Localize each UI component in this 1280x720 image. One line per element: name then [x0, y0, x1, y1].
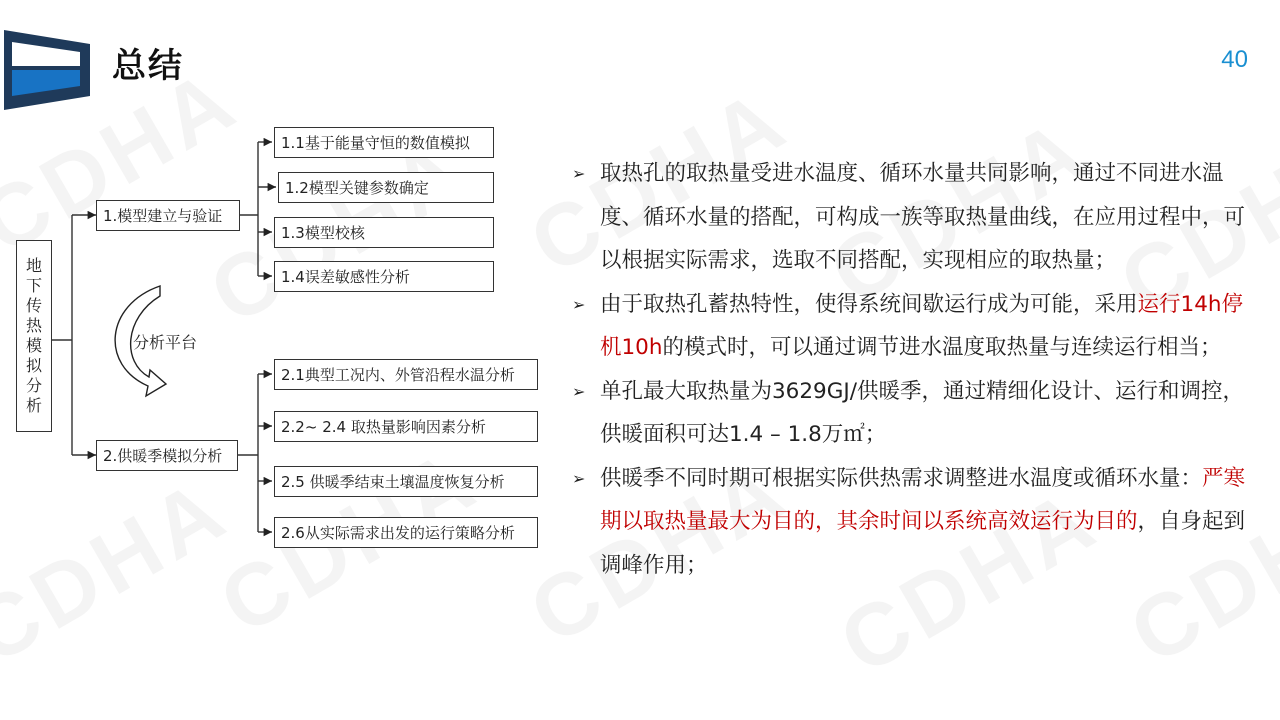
- item-label: 1.3模型校核: [281, 224, 365, 242]
- bullet-text: ，自身起到调峰作用；: [600, 509, 1246, 578]
- item-label: 1.1基于能量守恒的数值模拟: [281, 134, 470, 152]
- group-label: 1.模型建立与验证: [103, 207, 223, 225]
- platform-label: 分析平台: [133, 333, 198, 352]
- item-box: [274, 261, 494, 292]
- bullet-item: [572, 283, 1262, 370]
- item-label: 1.4误差敏感性分析: [281, 268, 410, 286]
- diagram-root-box: [16, 240, 52, 432]
- group-box-heating-sim: [96, 440, 238, 471]
- item-label: 2.6从实际需求出发的运行策略分析: [281, 524, 515, 542]
- arrow-bullet-icon: ➢: [572, 294, 586, 314]
- item-label: 1.2模型关键参数确定: [285, 179, 429, 197]
- arrow-bullet-icon: ➢: [572, 468, 586, 488]
- item-box: [274, 466, 538, 497]
- bullet-item: [572, 370, 1262, 457]
- item-box: [274, 217, 494, 248]
- bullet-highlight: 严寒期以取热量最大为目的，其余时间以系统高效运行为目的: [600, 465, 1246, 534]
- item-label: 2.1典型工况内、外管沿程水温分析: [281, 366, 515, 384]
- summary-bullet-list: [572, 152, 1262, 587]
- bullet-text: 的模式时，可以通过调节进水温度取热量与连续运行相当；: [662, 335, 1222, 360]
- bullet-item: [572, 457, 1262, 588]
- group-label: 2.供暖季模拟分析: [103, 447, 223, 465]
- item-label: 2.2~ 2.4 取热量影响因素分析: [281, 418, 486, 436]
- item-box: [278, 172, 494, 203]
- page-title: 总结: [112, 46, 184, 86]
- arrow-bullet-icon: ➢: [572, 164, 586, 183]
- bullet-text: 供暖季不同时期可根据实际供热需求调整进水温度或循环水量：: [600, 465, 1203, 491]
- bullet-text: 单孔最大取热量为3629GJ/供暖季，通过精细化设计、运行和调控，供暖面积可达1.4 – 1.8万㎡；: [600, 378, 1244, 447]
- item-box: [274, 127, 494, 158]
- item-box: [274, 359, 538, 390]
- arrow-bullet-icon: ➢: [572, 381, 586, 401]
- diagram-root-label: 地下传热模拟分析: [25, 256, 42, 415]
- bullet-item: [572, 152, 1262, 283]
- page-number: 40: [1221, 46, 1248, 73]
- item-box: [274, 517, 538, 548]
- bullet-text: 由于取热孔蓄热特性，使得系统间歇运行成为可能，采用: [600, 291, 1138, 317]
- item-box: [274, 411, 538, 442]
- item-label: 2.5 供暖季结束土壤温度恢复分析: [281, 473, 505, 491]
- bullet-text: 取热孔的取热量受进水温度、循环水量共同影响，通过不同进水温度、循环水量的搭配，可构成一族等取热量曲线，在应用过程中，可以根据实际需求，选取不同搭配，实现相应的取热量；: [600, 161, 1246, 273]
- bullet-highlight: 运行14h停机10h: [600, 291, 1244, 360]
- group-box-model-build: [96, 200, 240, 231]
